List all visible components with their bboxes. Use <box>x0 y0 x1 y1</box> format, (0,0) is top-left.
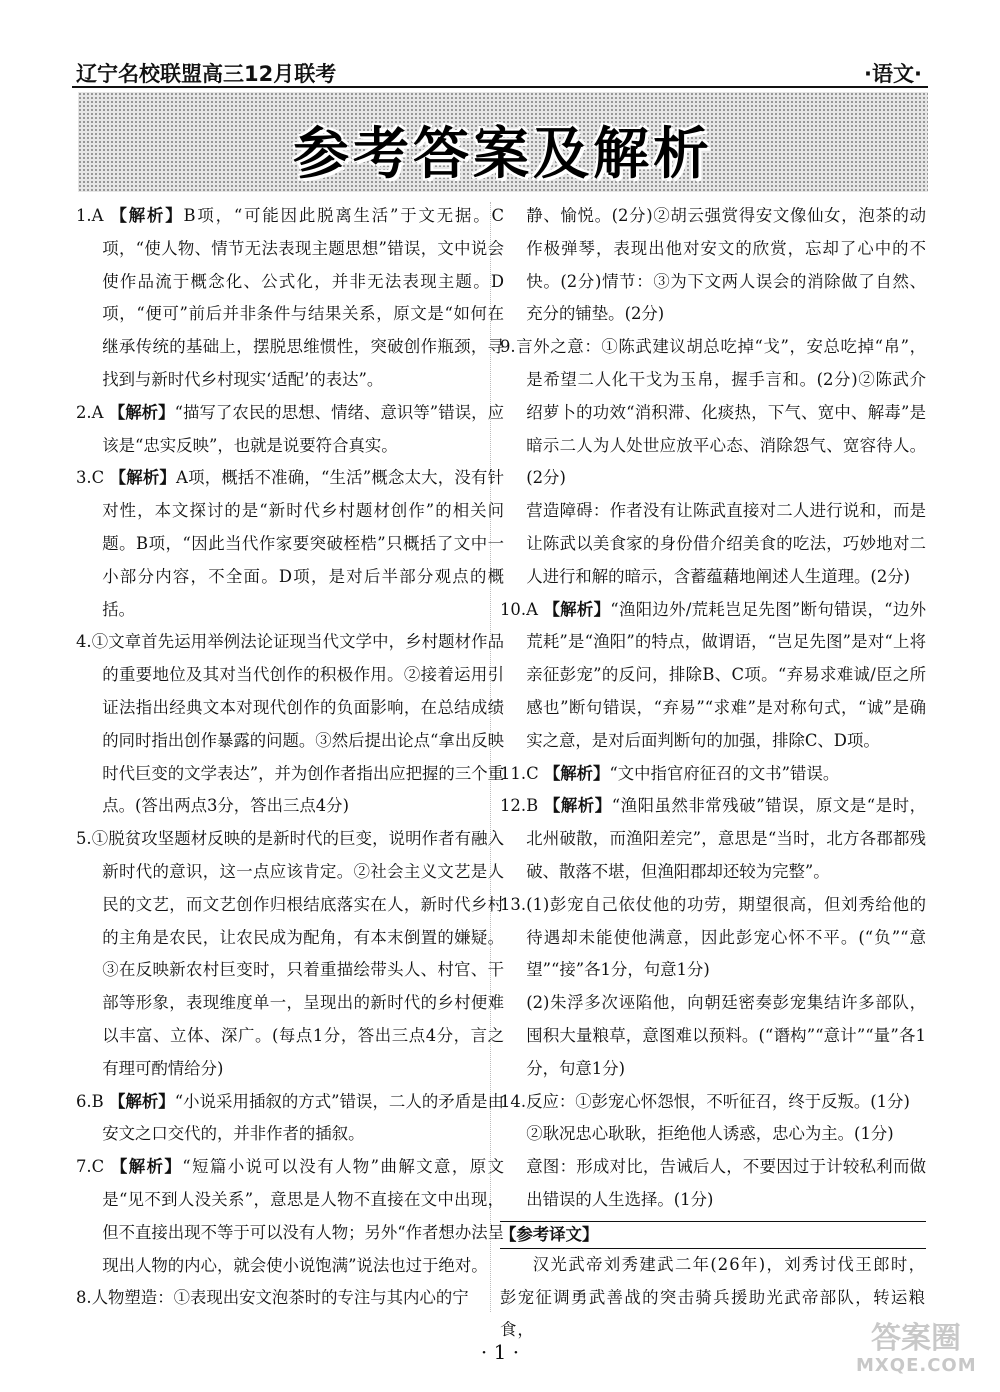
answer-text: “小说采用插叙的方式”错误，二人的矛盾是由安文之口交代的，并非作者的插叙。 <box>102 1091 504 1144</box>
reference-translation-text: 汉光武帝刘秀建武二年(26年)，刘秀讨伐王郎时，彭宠征调勇武善战的突击骑兵援助光武帝部队，转运粮食， <box>500 1254 926 1340</box>
answer-number: 6.B <box>76 1091 109 1111</box>
analysis-tag: 【解析】 <box>543 599 611 619</box>
answer-13-part-1: 13.(1)彭宠自己依仗他的功劳，期望很高，但刘秀给他的待遇却未能使他满意，因此彭宠心怀不平。(“负”“意望”“接”各1分，句意1分) <box>500 894 926 980</box>
answer-2 <box>76 397 504 463</box>
analysis-tag: 【解析】 <box>543 796 612 816</box>
watermark-line-2: MXQE.COM <box>856 1355 977 1376</box>
analysis-tag: 【解析】 <box>110 206 184 225</box>
title-banner <box>78 92 928 192</box>
answer-12 <box>500 790 926 888</box>
answer-number: 12.B <box>500 796 544 816</box>
analysis-tag: 【解析】 <box>108 1091 175 1111</box>
answer-text: “渔阳虽然非常残破”错误，原文是“是时，北州破散，而渔阳差完”，意思是“当时，北方各郡都残破、散落不堪，但渔阳郡却还较为完整”。 <box>526 796 927 881</box>
answer-8-continued: 静、愉悦。(2分)②胡云强赏得安文像仙女，泡茶的动作极弹琴，表现出他对安文的欣赏，忘却了心中的不快。(2分)情节：③为下文两人误会的消除做了自然、充分的铺垫。(2分) <box>526 206 926 324</box>
page-number: · 1 · <box>480 1340 520 1364</box>
answer-number: 11.C <box>500 763 544 783</box>
watermark-line-1: 答案圈 <box>871 1321 961 1356</box>
subject-label: ·语文· <box>864 62 922 86</box>
answer-8: 8.人物塑造：①表现出安文泡茶时的专注与其内心的宁 <box>76 1288 469 1308</box>
analysis-tag: 【解析】 <box>109 468 177 488</box>
answer-9: 9.言外之意：①陈武建议胡总吃掉“戈”，安总吃掉“帛”，是希望二人化干戈为玉帛，握手言和。(2分)②陈武介绍萝卜的功效“消积滞、化痰热，下气、宽中、解毒”是暗示二人为人处世应放平心态、消除怨气、宽容待人。(2分) <box>500 337 926 488</box>
analysis-tag: 【解析】 <box>108 402 175 422</box>
answer-6 <box>76 1086 504 1152</box>
answer-text: A项，概括不准确，“生活”概念太大，没有针对性，本文探讨的是“新时代乡村题材创作”的相关问题。B项，“因此当代作家要突破桎梏”只概括了文中一小部分内容，不全面。D项，是对后半部分观点的概括。 <box>102 468 504 619</box>
answer-11 <box>500 758 926 791</box>
answer-13-part-2: (2)朱浮多次诬陷他，向朝廷密奏彭宠集结许多部队，囤积大量粮草，意图难以预料。(“谮构”“意计”“量”各1分，句意1分) <box>526 993 926 1078</box>
answer-number: 3.C <box>76 468 110 488</box>
answer-3 <box>76 462 504 626</box>
answer-text: “渔阳边外/荒耗岂足先图”断句错误，“边外荒耗”是“渔阳”的特点，做谓语，“岂足先图”是对“上将亲征彭宠”的反问，排除B、C项。“弃易求难诚/臣之所感也”断句错误，“弃易”“求难”是对称句式，“诚”是确实之意，是对后面判断句的加强，排除C、D项。 <box>526 599 926 750</box>
exam-title: 辽宁名校联盟高三12月联考 <box>76 62 337 86</box>
answer-14-part-3: 意图：形成对比，告诫后人，不要因过于计较私利而做出错误的人生选择。(1分) <box>526 1157 926 1209</box>
analysis-tag: 【解析】 <box>110 1157 183 1177</box>
answer-number: 1.A <box>76 206 111 225</box>
page-header <box>72 52 928 88</box>
answer-text: B项，“可能因此脱离生活”于文无据。C项，“使人物、情节无法表现主题思想”错误，文中说会使作品流于概念化、公式化，并非无法表现主题。D项，“便可”前后并非条件与结果关系，原文是“如何在继承传统的基础上，摆脱思维惯性，突破创作瓶颈，寻找到与新时代乡村现实‘适配’的表达”。 <box>102 206 505 389</box>
answer-text: “短篇小说可以没有人物”曲解文意，原文是“见不到人没关系”，意思是人物不直接在文中出现，但不直接出现不等于可以没有人物；另外“作者想办法呈现出人物的内心，就会使小说饱满”说法也过于绝对。 <box>102 1157 505 1275</box>
right-column <box>500 200 926 1347</box>
left-column <box>76 200 504 1315</box>
page-title: 参考答案及解析 <box>293 122 713 187</box>
answer-14-part-1: 14.反应：①彭宠心怀怨恨，不听征召，终于反叛。(1分) <box>500 1091 910 1111</box>
answer-4: 4.①文章首先运用举例法论证现当代文学中，乡村题材作品的重要地位及其对当代创作的积极作用。②接着运用引证法指出经典文本对现代创作的负面影响，在总结成绩的同时指出创作暴露的问题。③然后提出论点“拿出反映时代巨变的文学表达”，并为创作者指出应把握的三个重点。(答出两点3分，答出三点4分) <box>76 632 504 816</box>
answer-text: “描写了农民的思想、情绪、意识等”错误，应该是“忠实反映”，也就是说要符合真实。 <box>102 402 504 455</box>
analysis-tag: 【解析】 <box>543 763 610 783</box>
watermark-logo <box>856 1322 976 1382</box>
answer-number: 2.A <box>76 402 109 422</box>
answer-5: 5.①脱贫攻坚题材反映的是新时代的巨变，说明作者有融入新时代的意识，这一点应该肯定。②社会主义文艺是人民的文艺，而文艺创作归根结底落实在人，新时代乡村的主角是农民，让农民成为配角，有本末倒置的嫌疑。③在反映新农村巨变时，只着重描绘带头人、村官、干部等形象，表现维度单一，呈现出的新时代的乡村便难以丰富、立体、深广。(每点1分，答出三点4分，言之有理可酌情给分) <box>76 829 504 1078</box>
answer-number: 7.C <box>76 1157 111 1177</box>
answer-10 <box>500 594 926 758</box>
answer-number: 10.A <box>500 599 544 619</box>
answer-text: “文中指官府征召的文书”错误。 <box>609 763 840 783</box>
answer-7 <box>76 1151 504 1282</box>
answer-1 <box>76 200 504 397</box>
answer-9-part-b: 营造障碍：作者没有让陈武直接对二人进行说和，而是让陈武以美食家的身份借介绍美食的吃法，巧妙地对二人进行和解的暗示，含蓄蕴藉地阐述人生道理。(2分) <box>526 501 926 586</box>
reference-translation-heading: 【参考译文】 <box>500 1221 926 1249</box>
answer-14-part-2: ②耿况忠心耿耿，拒绝他人诱惑，忠心为主。(1分) <box>526 1124 894 1144</box>
